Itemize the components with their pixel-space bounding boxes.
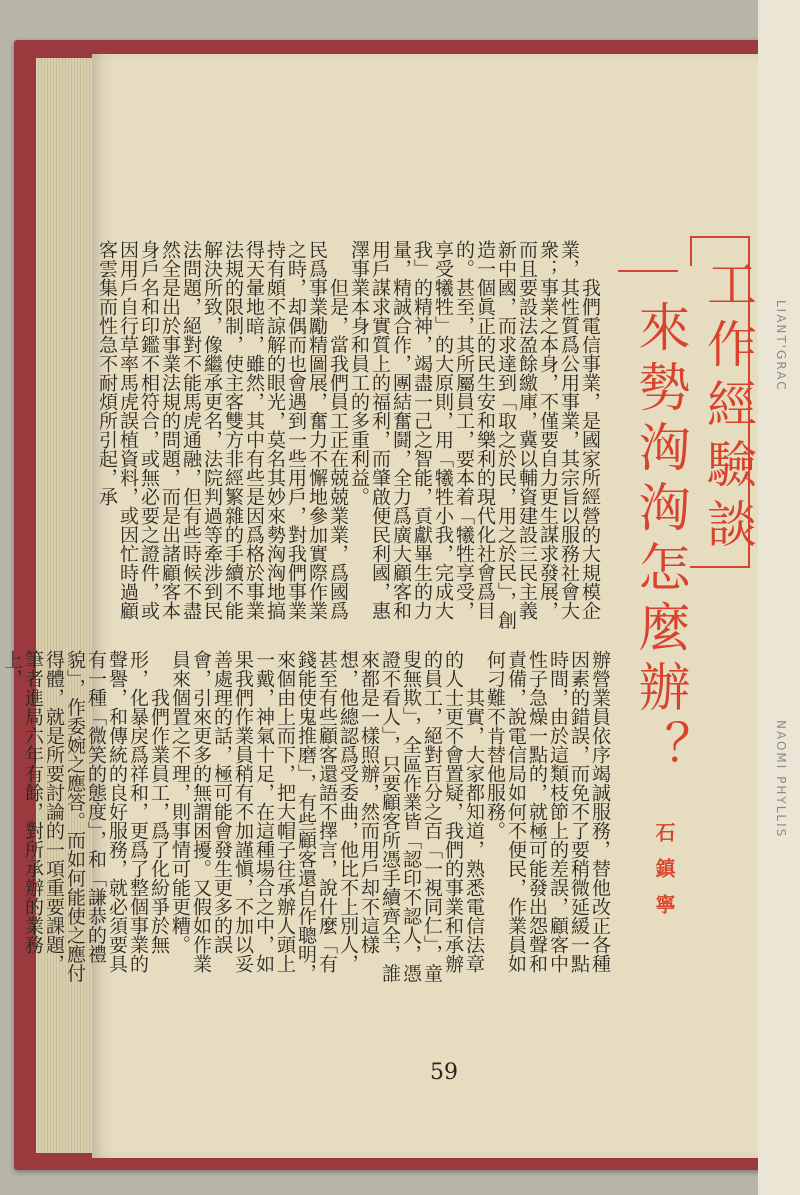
- subtitle-bracket-top: [618, 270, 678, 272]
- article-category-title: 工作經驗談: [699, 258, 757, 558]
- page-number: 59: [430, 1060, 458, 1085]
- paragraph: 我們電信事業，是國家所經營的大規模企業，其性質爲公用事業，其宗旨以服務社會大衆；事業之本身，不僅要自力更生謀求發展，而且要設法盈餘繳庫，冀以輔資建設三民主義新中國，而求達到「取之於民，用之於民」，創造一個眞正的民生安和樂利的現代化社會爲目的。甚至，其所屬員工，要本着「犧牲享受，享受犧牲」的大原則，用「犧牲小我，完成大我」的精神，竭盡一己之智能，貢獻畢生的力量，精誠合作，團結奮鬪，全力爲廣大顧客和用戶謀求實質上的福利，而肇啟便民利國，惠澤事業本身和員工的多重利益。: [348, 240, 601, 630]
- title-bracket-bottom: [690, 566, 750, 568]
- title-bracket-top: [690, 236, 750, 238]
- author-name: 石鎮寧: [652, 822, 676, 930]
- article-body-top: [96, 240, 601, 630]
- facing-page-text: LIANT'GRAC: [774, 300, 788, 392]
- paragraph: 我們作業員工，爲了化紛爭於無形，化暴戾爲祥和，更爲了整個事業的聲譽，和傳統的良好服務，就必須要具有一種「微笑的態度」，和「謙恭的禮貌」，作委婉之應答。而如何能使之應付得體，就是所要討論的一項重要課題，筆者進局六年有餘，對所承辦的業務上，: [1, 650, 170, 983]
- paragraph: 但是，當我們員工正在兢兢業業，爲國爲民爲事業勵精圖展，奮力不懈地參加實際作業之時，却偶而也會遇到一些用戶，對我們事業持有頗不諒解的眼光，莫名其妙來勢洶洶地搞得天暈地暗，雖然，其中有些是因爲格於事業法規的限制，使主客雙方非經繁雜的手續不能解決所致，像繼承更名，法院判過等牽涉到民法問題，絕對不能馬虎通融，但有些時候不盡然全是出於事業法規的問題，而是出諸顧客本身戶名和印鑑不相符合，或無必要之證件，或因用戶自行草率馬虎誤植資料，或因忙時過顧客雲集而性急不耐煩所引起，承: [96, 240, 349, 620]
- facing-page-edge: [758, 0, 800, 1195]
- title-bracket-right: [748, 236, 750, 566]
- article-body-bottom: [1, 650, 611, 990]
- paragraph: 辦營業員依序竭誠服務，替他改正各種因素的錯誤，而免不了要稍微延緩一點時間，由於這類枝節上的差誤，顧客中性子急燥一點的，就極可能發出怨聲和責備，說電信局如何不便民，作業員如何刁難不肯替他服務。: [484, 650, 611, 973]
- title-bracket-left-top: [690, 236, 692, 266]
- facing-page-text: NAOMI PHYLLIS: [774, 720, 788, 839]
- paragraph: 其實，大家都知道，熟悉電信法章的人士更不會置疑，我們的事業和承辦的員工，絕對百分之百「一視同仁」，童叟無欺」，全區作業皆「認印不認人，憑證不看人」，只要顧客所憑手續齊全，誰來都是一樣照辦，然而用戶却不這樣想，他總認爲受委曲，他比不上別人，甚至有些顧客還語不擇言，說什麼「有錢能使鬼推磨」，有些顧客還自作聰明，來個由上而下，把大帽子往承辦人頭上一戴，神氣十足，在這種場合之中，如果我們作業員稍有不加謹愼，不加以妥善處理的話，極可能會發生更多的誤會，引來更多的無謂困擾。又假如作業員來個置之不理，則事情可能更糟。: [169, 650, 485, 983]
- article-title: 來勢洶洶怎麼辦？: [629, 300, 689, 780]
